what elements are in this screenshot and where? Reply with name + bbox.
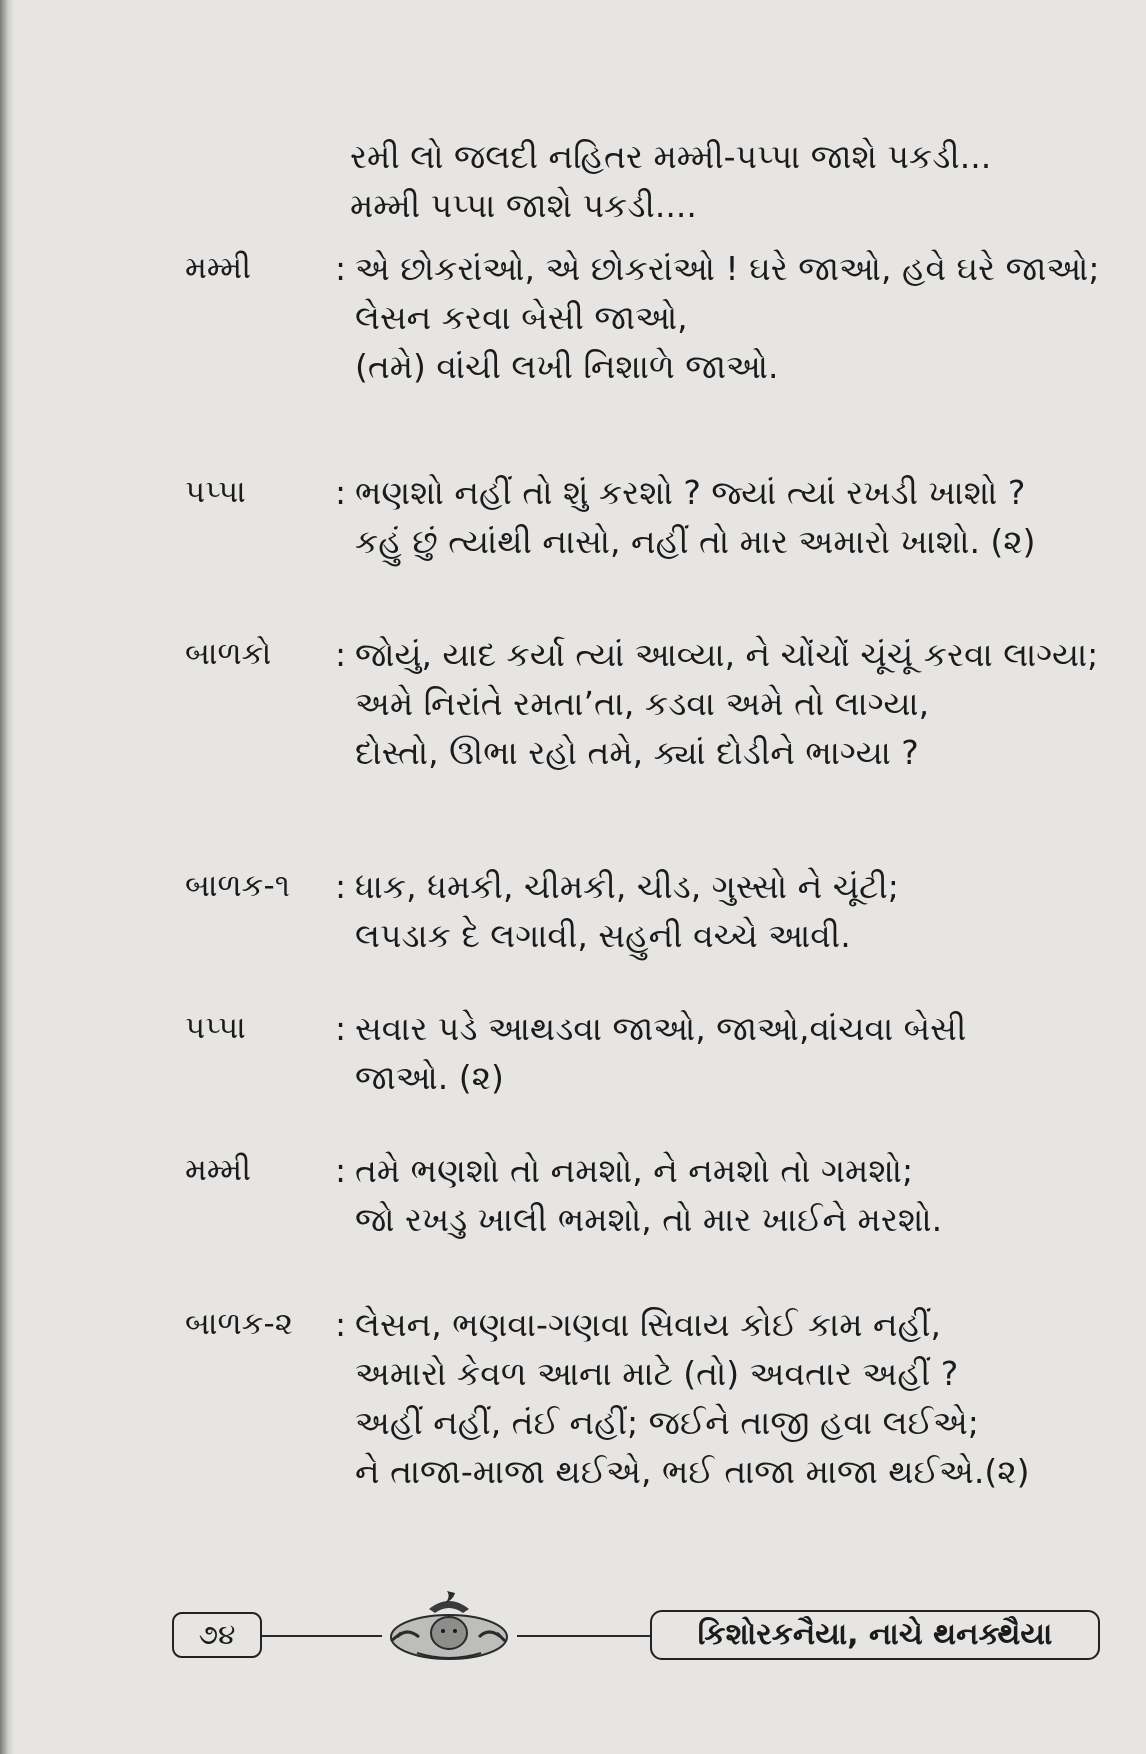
speaker-colon: :	[335, 635, 347, 674]
dialogue-line: ને તાજા-માજા થઈએ, ભઈ તાજા માજા થઈએ.(૨)	[355, 1452, 1030, 1491]
speaker-colon: :	[335, 1305, 347, 1344]
intro-lines	[350, 132, 1110, 230]
speaker-colon: :	[335, 1151, 347, 1190]
dialogue-line: સવાર પડે આથડવા જાઓ, જાઓ,વાંચવા બેસી	[355, 1009, 967, 1048]
dialogue-line: જો રખડુ ખાલી ભમશો, તો માર ખાઈને મરશો.	[355, 1200, 943, 1239]
footer-rule	[517, 1635, 652, 1637]
dialogue-line: (તમે) વાંચી લખી નિશાળે જાઓ.	[355, 347, 779, 386]
speaker-label: મમ્મી	[185, 1152, 251, 1188]
krishna-emblem-icon	[377, 1587, 522, 1667]
page-number: ૭૪	[172, 1612, 262, 1658]
speaker-label: પપ્પા	[185, 474, 246, 510]
dialogue-line: જોયું, યાદ કર્યા ત્યાં આવ્યા, ને ચોંચોં ચૂંચૂં કરવા લાગ્યા;	[355, 635, 1099, 674]
dialogue-line: એ છોકરાંઓ, એ છોકરાંઓ ! ઘરે જાઓ, હવે ઘરે જાઓ;	[355, 249, 1100, 288]
dialogue-line: અમારો કેવળ આના માટે (તો) અવતાર અહીં ?	[355, 1354, 959, 1393]
speaker-colon: :	[335, 867, 347, 906]
dialogue-lines	[355, 1004, 1115, 1102]
dialogue-lines	[355, 468, 1115, 566]
dialogue-lines	[355, 1146, 1115, 1244]
dialogue-line: દોસ્તો, ઊભા રહો તમે, ક્યાં દોડીને ભાગ્યા ?	[355, 733, 919, 772]
speaker-colon: :	[335, 473, 347, 512]
speaker-label: બાળક-૨	[185, 1306, 293, 1342]
dialogue-line: અમે નિરાંતે રમતા’તા, કડવા અમે તો લાગ્યા,	[355, 684, 930, 723]
dialogue-line: તમે ભણશો તો નમશો, ને નમશો તો ગમશો;	[355, 1151, 914, 1190]
dialogue-line: લેસન, ભણવા-ગણવા સિવાય કોઈ કામ નહીં,	[355, 1305, 941, 1344]
dialogue-line: કહું છું ત્યાંથી નાસો, નહીં તો માર અમારો ખાશો. (૨)	[355, 522, 1036, 561]
speaker-label: બાળકો	[185, 636, 272, 672]
dialogue-line: લેસન કરવા બેસી જાઓ,	[355, 298, 688, 337]
page-binding-shadow	[0, 0, 14, 1754]
speaker-colon: :	[335, 1009, 347, 1048]
book-title: કિશોરકનૈયા, નાચે થનક્થૈયા	[650, 1610, 1100, 1660]
speaker-colon: :	[335, 249, 347, 288]
dialogue-line: લપડાક દે લગાવી, સહુની વચ્ચે આવી.	[355, 916, 851, 955]
dialogue-lines	[355, 862, 1115, 960]
intro-line: રમી લો જલદી નહિતર મમ્મી-પપ્પા જાશે પકડી...	[350, 137, 992, 176]
dialogue-line: ધાક, ધમકી, ચીમકી, ચીડ, ગુસ્સો ને ચૂંટી;	[355, 867, 899, 906]
speaker-label: બાળક-૧	[185, 868, 290, 904]
intro-line: મમ્મી પપ્પા જાશે પકડી....	[350, 186, 697, 225]
dialogue-lines	[355, 630, 1115, 777]
speaker-label: મમ્મી	[185, 250, 251, 286]
footer-rule	[262, 1635, 382, 1637]
dialogue-line: ભણશો નહીં તો શું કરશો ? જ્યાં ત્યાં રખડી ખાશો ?	[355, 473, 1026, 512]
dialogue-lines	[355, 244, 1115, 391]
speaker-label: પપ્પા	[185, 1010, 246, 1046]
dialogue-line: અહીં નહીં, તંઈ નહીં; જઈને તાજી હવા લઈએ;	[355, 1403, 979, 1442]
page-footer	[172, 1605, 1100, 1665]
dialogue-lines	[355, 1300, 1115, 1496]
dialogue-line: જાઓ. (૨)	[355, 1058, 504, 1097]
